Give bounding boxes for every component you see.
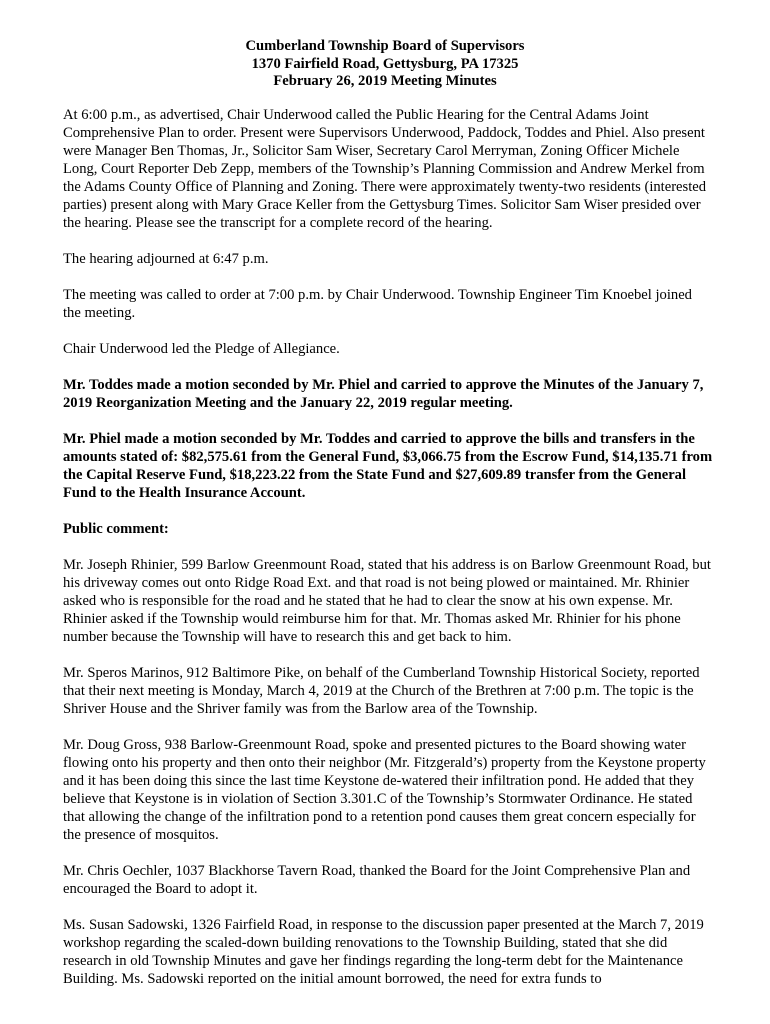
paragraph-call-to-order: The meeting was called to order at 7:00 p.m. by Chair Underwood. Township Engineer Tim Knoebel joined the meeting.	[63, 287, 692, 321]
document-header	[0, 38, 770, 91]
comment-gross: Mr. Doug Gross, 938 Barlow-Greenmount Road, spoke and presented pictures to the Board showing water flowing onto his property and then onto their neighbor (Mr. Fitzgerald’s) property from the Keystone property and it has been doing this since the last time Keystone de-watered their infiltration pond. He added that they believe that Keystone is in violation of Section 3.301.C of the Township’s Stormwater Ordinance. He stated that allowing the change of the infiltration pond to a retention pond causes them great concern especially for the presence of mosquitos.	[63, 737, 706, 843]
paragraph-public-hearing: At 6:00 p.m., as advertised, Chair Underwood called the Public Hearing for the Central Adams Joint Comprehensive Plan to order. Present were Supervisors Underwood, Paddock, Toddes and Phiel. Also present were Manager Ben Thomas, Jr., Solicitor Sam Wiser, Secretary Carol Merryman, Zoning Officer Michele Long, Court Reporter Deb Zepp, members of the Township’s Planning Commission and Andrew Merkel from the Adams County Office of Planning and Zoning. There were approximately twenty-two residents (interested parties) present along with Mary Grace Keller from the Gettysburg Times. Solicitor Sam Wiser presided over the hearing. Please see the transcript for a complete record of the hearing.	[63, 107, 707, 231]
minutes-body	[63, 106, 713, 1006]
header-organization: Cumberland Township Board of Supervisors	[245, 38, 525, 54]
header-address: 1370 Fairfield Road, Gettysburg, PA 17325	[251, 55, 519, 72]
section-heading-public-comment: Public comment:	[63, 521, 169, 537]
motion-approve-minutes: Mr. Toddes made a motion seconded by Mr. Phiel and carried to approve the Minutes of the January 7, 2019 Reorganization Meeting and the January 22, 2019 regular meeting.	[63, 377, 704, 411]
header-meeting-title: February 26, 2019 Meeting Minutes	[273, 73, 497, 89]
motion-approve-bills: Mr. Phiel made a motion seconded by Mr. Toddes and carried to approve the bills and transfers in the amounts stated of: $82,575.61 from the General Fund, $3,066.75 from the Escrow Fund, $14,135.71 from the Capital Reserve Fund, $18,223.22 from the State Fund and $27,609.89 transfer from the General Fund to the Health Insurance Account.	[63, 431, 713, 501]
comment-sadowski: Ms. Susan Sadowski, 1326 Fairfield Road, in response to the discussion paper presented at the March 7, 2019 workshop regarding the scaled-down building renovations to the Township Building, stated that she did research in old Township Minutes and gave her findings regarding the long-term debt for the Maintenance Building. Ms. Sadowski reported on the initial amount borrowed, the need for extra funds to	[63, 917, 704, 987]
paragraph-pledge: Chair Underwood led the Pledge of Allegiance.	[63, 341, 340, 357]
comment-oechler: Mr. Chris Oechler, 1037 Blackhorse Tavern Road, thanked the Board for the Joint Comprehensive Plan and encouraged the Board to adopt it.	[63, 863, 691, 897]
comment-rhinier: Mr. Joseph Rhinier, 599 Barlow Greenmount Road, stated that his address is on Barlow Greenmount Road, but his driveway comes out onto Ridge Road Ext. and that road is not being plowed or maintained. Mr. Rhinier asked who is responsible for the road and he stated that he had to clear the snow at his own expense. Mr. Rhinier asked if the Township would reimburse him for that. Mr. Thomas asked Mr. Rhinier for his phone number because the Township will have to research this and get back to him.	[63, 557, 711, 645]
paragraph-hearing-adjourned: The hearing adjourned at 6:47 p.m.	[63, 251, 269, 267]
comment-marinos: Mr. Speros Marinos, 912 Baltimore Pike, on behalf of the Cumberland Township Historical Society, reported that their next meeting is Monday, March 4, 2019 at the Church of the Brethren at 7:00 p.m. The topic is the Shriver House and the Shriver family was from the Barlow area of the Township.	[63, 665, 700, 717]
